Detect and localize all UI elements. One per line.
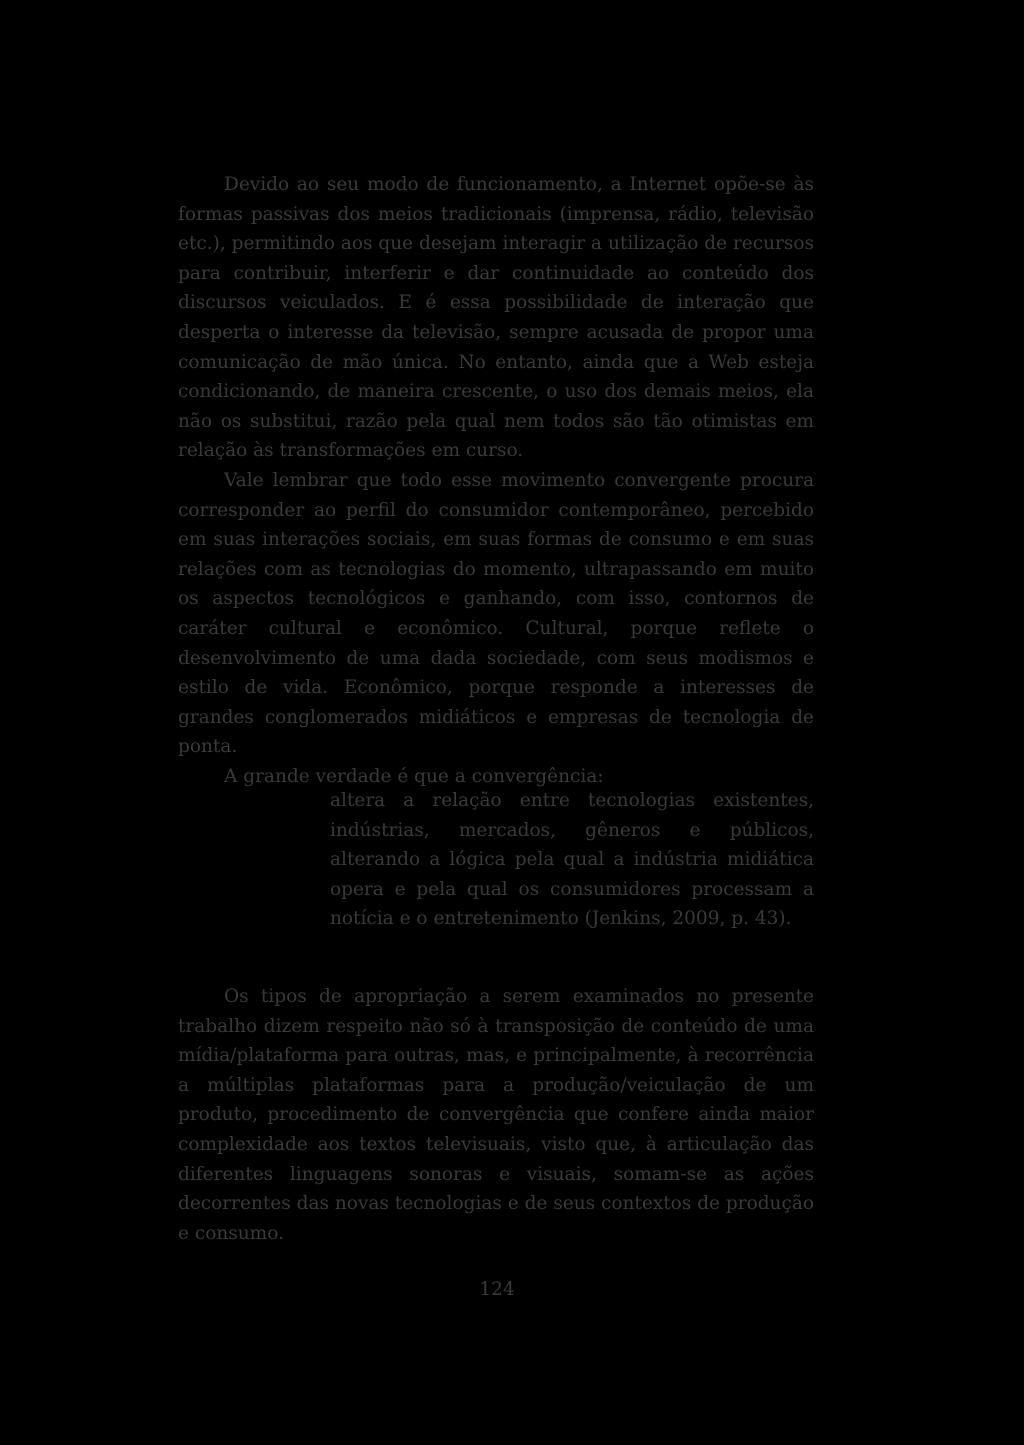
paragraph-quote-intro: A grande verdade é que a convergência: xyxy=(224,765,604,787)
paragraph-convergence-profile: Vale lembrar que todo esse movimento convergente procura corresponder ao perfil do consumidor contemporâneo, percebido em suas interações sociais, em suas formas de consumo e em suas relações com as tecnologias do momento, ultrapassando em muito os aspectos tecnológicos e ganhando, com isso, contornos de caráter cultural e econômico. Cultural, porque reflete o desenvolvimento de uma dada sociedade, com seus modismos e estilo de vida. Econômico, porque responde a interesses de grandes conglomerados midiáticos e empresas de tecnologia de ponta. xyxy=(178,469,814,758)
body-text-top xyxy=(178,170,814,791)
block-quote: altera a relação entre tecnologias existentes, indústrias, mercados, gêneros e públicos, alterando a lógica pela qual a indústria midiática opera e pela qual os consumidores processam a notícia e o entretenimento (Jenkins, 2009, p. 43). xyxy=(330,790,814,930)
paragraph-appropriation-types: Os tipos de apropriação a serem examinados no presente trabalho dizem respeito não só à transposição de conteúdo de uma mídia/plataforma para outras, mas, e principalmente, à recorrência a múltiplas plataformas para a produção/veiculação de um produto, procedimento de convergência que confere ainda maior complexidade aos textos televisuais, visto que, à articulação das diferentes linguagens sonoras e visuais, somam-se as ações decorrentes das novas tecnologias e de seus contextos de produção e consumo. xyxy=(178,986,814,1244)
body-text-bottom xyxy=(178,982,814,1248)
page-number: 124 xyxy=(479,1279,515,1300)
paragraph-internet: Devido ao seu modo de funcionamento, a Internet opõe-se às formas passivas dos meios tradicionais (imprensa, rádio, televisão etc.), permitindo aos que desejam interagir a utilização de recursos para contribuir, interferir e dar continuidade ao conteúdo dos discursos veiculados. E é essa possibilidade de interação que desperta o interesse da televisão, sempre acusada de propor uma comunicação de mão única. No entanto, ainda que a Web esteja condicionando, de maneira crescente, o uso dos demais meios, ela não os substitui, razão pela qual nem todos são tão otimistas em relação às transformações em curso. xyxy=(178,174,814,462)
